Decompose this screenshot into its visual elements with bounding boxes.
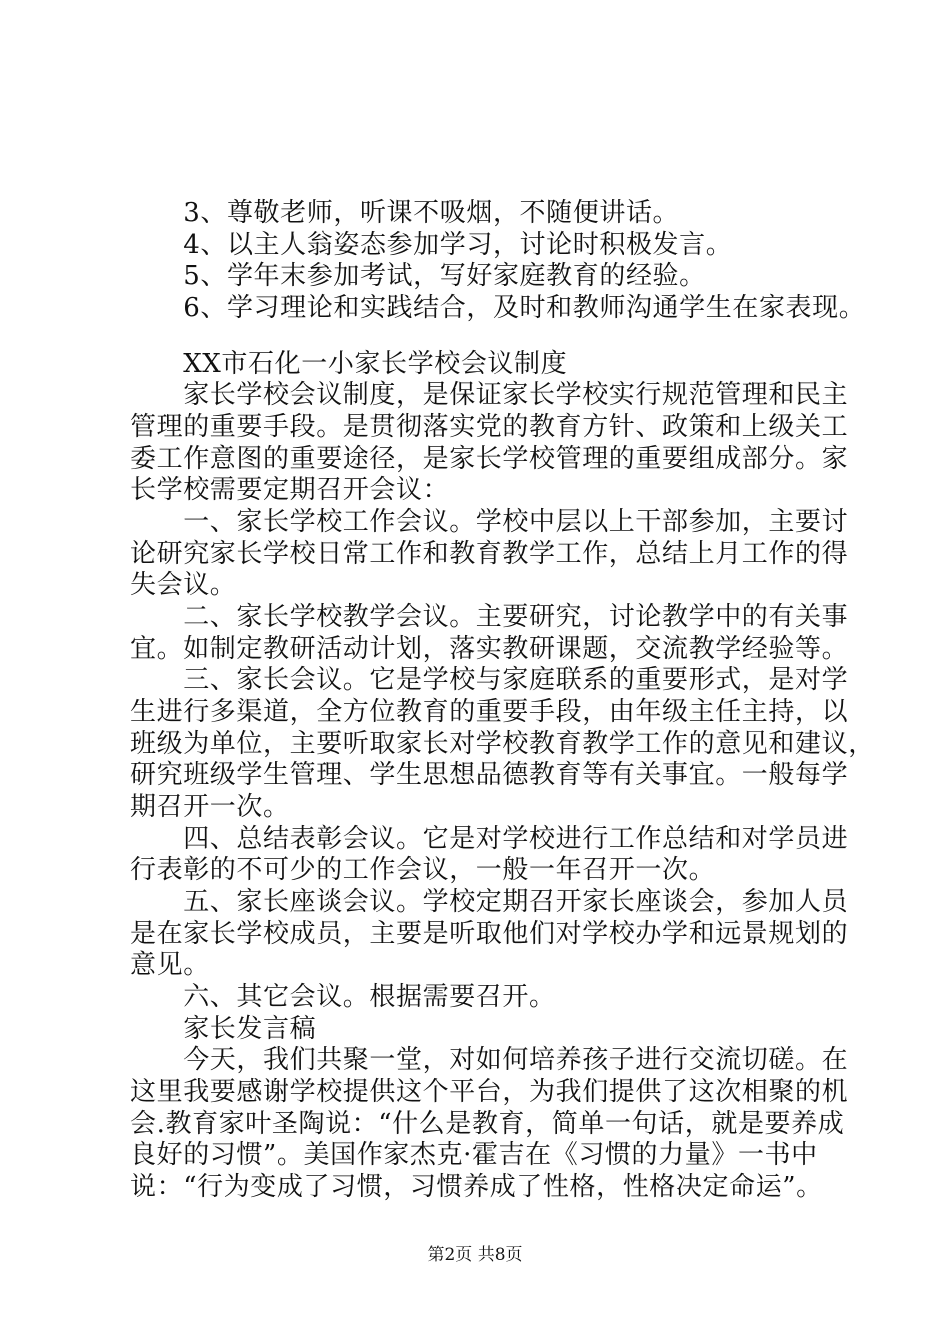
text-line: 5、学年末参加考试，写好家庭教育的经验。: [130, 261, 706, 291]
text-line: 家长学校会议制度，是保证家长学校实行规范管理和民主: [130, 380, 849, 410]
text-line: 班级为单位，主要听取家长对学校教育教学工作的意见和建议，: [130, 729, 875, 759]
page-number-footer: 第2页 共8页: [427, 1245, 523, 1265]
text-line: 期召开一次。: [130, 792, 290, 822]
text-line: 研究班级学生管理、学生思想品德教育等有关事宜。一般每学: [130, 760, 849, 790]
text-line: 这里我要感谢学校提供这个平台，为我们提供了这次相聚的机: [130, 1077, 849, 1107]
text-line: 会.教育家叶圣陶说：“什么是教育，简单一句话，就是要养成: [130, 1109, 845, 1139]
text-line: 生进行多渠道，全方位教育的重要手段，由年级主任主持，以: [130, 697, 849, 727]
text-line: 3、尊敬老师，听课不吸烟，不随便讲话。: [130, 198, 680, 228]
text-line: 行表彰的不可少的工作会议，一般一年召开一次。: [130, 855, 716, 885]
text-line: 是在家长学校成员，主要是听取他们对学校办学和远景规划的: [130, 919, 849, 949]
text-line: 长学校需要定期召开会议：: [130, 475, 450, 505]
text-line: 六、其它会议。根据需要召开。: [130, 982, 556, 1012]
section-title: 家长发言稿: [130, 1014, 317, 1044]
text-line: 五、家长座谈会议。学校定期召开家长座谈会，参加人员: [130, 887, 849, 917]
text-line: 三、家长会议。它是学校与家庭联系的重要形式，是对学: [130, 665, 849, 695]
text-line: 6、学习理论和实践结合，及时和教师沟通学生在家表现。: [130, 293, 866, 323]
section-title: XX市石化一小家长学校会议制度: [130, 349, 568, 379]
text-line: 失会议。: [130, 570, 237, 600]
text-line: 一、家长学校工作会议。学校中层以上干部参加，主要讨: [130, 507, 849, 537]
text-line: 4、以主人翁姿态参加学习，讨论时积极发言。: [130, 230, 733, 260]
text-line: 管理的重要手段。是贯彻落实党的教育方针、政策和上级关工: [130, 412, 849, 442]
text-line: 今天，我们共聚一堂，对如何培养孩子进行交流切磋。在: [130, 1045, 849, 1075]
text-line: 良好的习惯”。美国作家杰克·霍吉在《习惯的力量》一书中: [130, 1140, 818, 1170]
text-line: 四、总结表彰会议。它是对学校进行工作总结和对学员进: [130, 824, 849, 854]
text-line: 说：“行为变成了习惯，习惯养成了性格，性格决定命运”。: [130, 1172, 823, 1202]
text-line: 意见。: [130, 950, 210, 980]
text-line: 宜。如制定教研活动计划，落实教研课题，交流教学经验等。: [130, 634, 849, 664]
text-line: 论研究家长学校日常工作和教育教学工作，总结上月工作的得: [130, 539, 849, 569]
text-line: 二、家长学校教学会议。主要研究，讨论教学中的有关事: [130, 602, 849, 632]
text-line: 委工作意图的重要途径，是家长学校管理的重要组成部分。家: [130, 444, 849, 474]
